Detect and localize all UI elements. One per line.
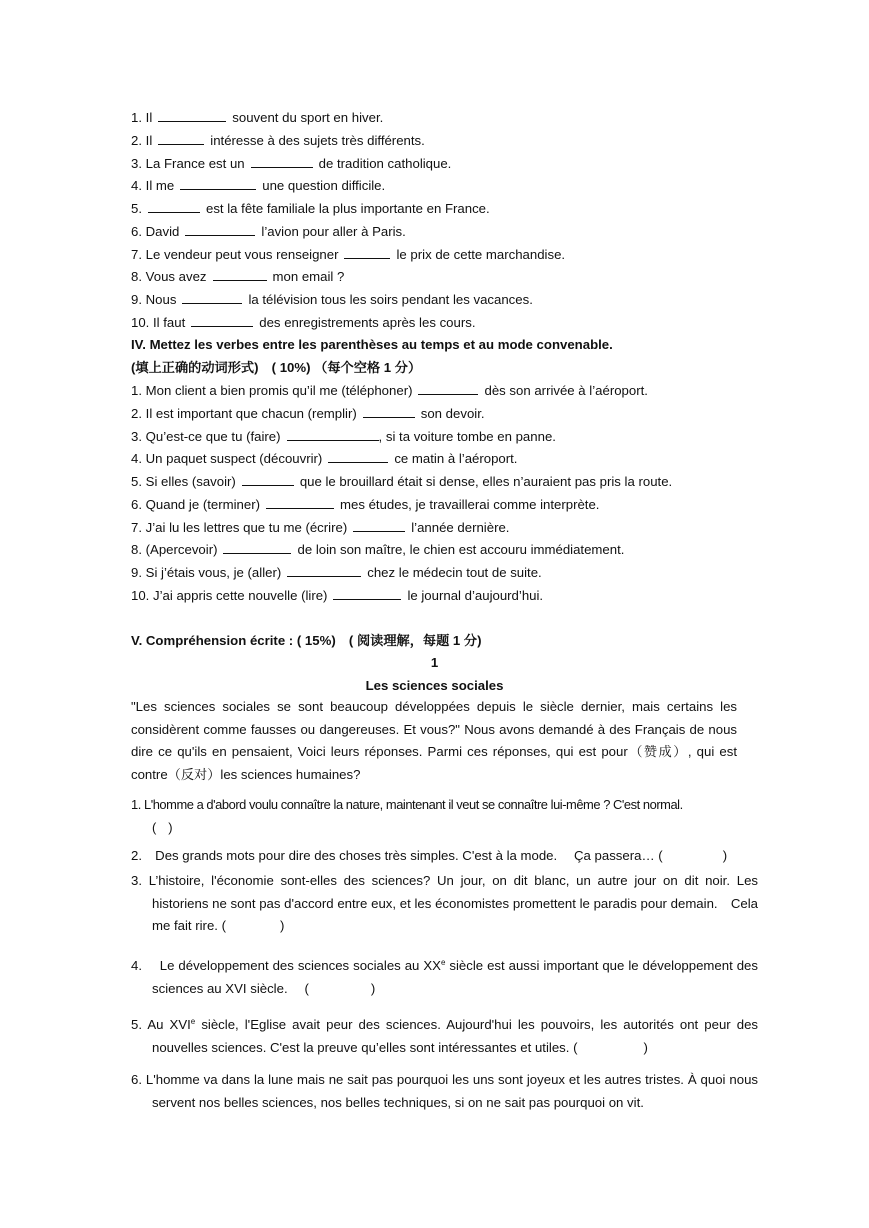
s3-item-10-after: des enregistrements après les cours.	[259, 315, 476, 330]
answer-blank[interactable]	[223, 542, 291, 554]
s4-item-7	[131, 520, 509, 534]
s3-item-8-after: mon email ?	[272, 269, 345, 284]
s3-item-1-before: 1. Il	[131, 110, 153, 125]
s4-item-10-before: 10. J’ai appris cette nouvelle (lire)	[131, 588, 328, 603]
section5-title: V. Compréhension écrite : ( 15%) ( 阅读理解，每题 1 分)	[131, 633, 482, 648]
question-4-text: siècle est aussi important que le développement des sciences au XVI siècle. (	[152, 958, 758, 996]
answer-blank[interactable]	[182, 292, 242, 304]
question-6-text: 6. L'homme va dans la lune mais ne sait pas pourquoi les uns sont joyeux et les autres tristes. À quoi nous servent nos belles sciences, nos belles techniques, si on ne sait pas pourquoi on vit.	[131, 1072, 758, 1110]
s3-item-3-after: de tradition catholique.	[318, 156, 452, 171]
intro-paragraph: "Les sciences sociales se sont beaucoup développées depuis le siècle dernier, mais certains les considèrent comme fausses ou dangereuses. Et vous?" Nous avons demandé à des Français de nous dire ce qu'ils en pensaient, Voici leurs réponses. Parmi ces réponses, qui est pour（赞成）, qui est contre（反对）les sciences humaines?	[131, 699, 737, 783]
s3-item-2-after: intéresse à des sujets très différents.	[210, 133, 425, 148]
s4-item-3	[131, 429, 556, 443]
question-1-answer[interactable]: ( )	[152, 819, 173, 835]
s3-item-6	[131, 224, 406, 238]
s3-item-4-after: une question difficile.	[262, 178, 386, 193]
question-3-close: )	[280, 918, 285, 934]
s3-item-9	[131, 292, 533, 306]
text-title: Les sciences sociales	[365, 678, 504, 693]
s3-item-5-before: 5.	[131, 201, 142, 216]
question-2-close: )	[722, 848, 728, 863]
answer-blank[interactable]	[213, 269, 267, 281]
answer-blank[interactable]	[344, 247, 390, 259]
s3-item-4-before: 4. Il me	[131, 178, 175, 193]
s3-item-5	[131, 201, 490, 215]
s3-item-2	[131, 133, 425, 147]
s4-item-3-after: , si ta voiture tombe en panne.	[378, 429, 556, 444]
answer-blank[interactable]	[328, 451, 388, 463]
answer-blank[interactable]	[418, 383, 478, 395]
answer-blank[interactable]	[158, 133, 204, 145]
s4-item-9	[131, 565, 542, 579]
s4-item-9-after: chez le médecin tout de suite.	[367, 565, 542, 580]
answer-blank[interactable]	[191, 315, 253, 327]
question-2-text: 2. Des grands mots pour dire des choses très simples. C'est à la mode. Ça passera… (	[131, 848, 663, 863]
s4-item-6-before: 6. Quand je (terminer)	[131, 497, 260, 512]
s4-item-10-after: le journal d’aujourd’hui.	[407, 588, 544, 603]
s4-item-6-after: mes études, je travaillerai comme interprète.	[340, 497, 600, 512]
answer-blank[interactable]	[251, 156, 313, 168]
s3-item-10-before: 10. Il faut	[131, 315, 186, 330]
s4-item-8-after: de loin son maître, le chien est accouru immédiatement.	[297, 542, 625, 557]
s4-item-5-before: 5. Si elles (savoir)	[131, 474, 236, 489]
s4-item-8	[131, 542, 624, 556]
s4-item-1-before: 1. Mon client a bien promis qu’il me (téléphoner)	[131, 383, 413, 398]
question-6	[131, 1069, 758, 1114]
question-3	[131, 870, 758, 938]
s4-item-9-before: 9. Si j’étais vous, je (aller)	[131, 565, 282, 580]
question-5-sup: e	[190, 1017, 196, 1026]
s4-item-5-after: que le brouillard était si dense, elles n’auraient pas pris la route.	[299, 474, 673, 489]
s3-item-9-before: 9. Nous	[131, 292, 177, 307]
s4-item-10	[131, 588, 543, 602]
question-3-text: 3. L’histoire, l'économie sont-elles des sciences? Un jour, on dit blanc, un autre jour on dit noir. Les historiens ne sont pas d'accord entre eux, et les économistes promettent le paradis pour demain. Cela me fait rire. (	[131, 873, 758, 934]
s3-item-8	[131, 269, 344, 283]
answer-blank[interactable]	[180, 178, 256, 190]
answer-blank[interactable]	[185, 224, 255, 236]
s3-item-1-after: souvent du sport en hiver.	[232, 110, 384, 125]
s3-item-4	[131, 178, 385, 192]
answer-blank[interactable]	[148, 201, 200, 213]
question-5-lead: 5. Au XVI	[131, 1017, 191, 1032]
answer-blank[interactable]	[158, 110, 226, 122]
answer-blank[interactable]	[242, 474, 294, 486]
s3-item-7-before: 7. Le vendeur peut vous renseigner	[131, 247, 339, 262]
question-5	[131, 1011, 758, 1059]
s3-item-6-before: 6. David	[131, 224, 180, 239]
question-2	[131, 849, 727, 862]
question-1	[131, 794, 758, 839]
answer-blank[interactable]	[363, 406, 415, 418]
answer-blank[interactable]	[287, 565, 361, 577]
answer-blank[interactable]	[266, 497, 334, 509]
s4-item-4-before: 4. Un paquet suspect (découvrir)	[131, 451, 323, 466]
section4-subtitle: (填上正确的动词形式) ( 10%) （每个空格 1 分）	[131, 360, 422, 375]
s4-item-2	[131, 406, 485, 420]
s4-item-1-after: dès son arrivée à l’aéroport.	[484, 383, 648, 398]
s4-item-5	[131, 474, 672, 488]
question-4-lead: 4. Le développement des sciences sociales au XX	[131, 958, 441, 973]
s4-item-8-before: 8. (Apercevoir)	[131, 542, 218, 557]
question-5-text: siècle, l'Eglise avait peur des sciences. Aujourd'hui les pouvoirs, les autorités ont peur des nouvelles sciences. C'est la preuve qu’elles sont intéressantes et utiles. (	[152, 1017, 759, 1055]
section4-title: IV. Mettez les verbes entre les parenthèses au temps et au mode convenable.	[131, 337, 613, 352]
question-4-close: )	[370, 980, 376, 996]
s3-item-7	[131, 247, 565, 261]
question-5-close: )	[643, 1039, 648, 1055]
s4-item-3-before: 3. Qu’est-ce que tu (faire)	[131, 429, 281, 444]
answer-blank[interactable]	[333, 588, 401, 600]
answer-blank[interactable]	[287, 429, 379, 441]
s4-item-1	[131, 383, 648, 397]
s4-item-7-after: l’année dernière.	[411, 520, 510, 535]
answer-blank[interactable]	[353, 520, 405, 532]
s3-item-1	[131, 110, 383, 124]
s3-item-3	[131, 156, 451, 170]
s3-item-10	[131, 315, 476, 329]
s4-item-2-before: 2. Il est important que chacun (remplir)	[131, 406, 357, 421]
s3-item-6-after: l’avion pour aller à Paris.	[261, 224, 406, 239]
question-4-sup: e	[440, 958, 446, 967]
s4-item-2-after: son devoir.	[420, 406, 485, 421]
s3-item-2-before: 2. Il	[131, 133, 153, 148]
s3-item-3-before: 3. La France est un	[131, 156, 245, 171]
s4-item-7-before: 7. J’ai lu les lettres que tu me (écrire)	[131, 520, 348, 535]
s4-item-4	[131, 451, 517, 465]
s3-item-8-before: 8. Vous avez	[131, 269, 207, 284]
question-4	[131, 952, 758, 1000]
s3-item-9-after: la télévision tous les soirs pendant les vacances.	[248, 292, 533, 307]
s4-item-4-after: ce matin à l’aéroport.	[394, 451, 518, 466]
s4-item-6	[131, 497, 599, 511]
question-1-text: 1. L'homme a d'abord voulu connaître la nature, maintenant il veut se connaître lui-même ? C'est normal.	[131, 797, 683, 812]
s3-item-7-after: le prix de cette marchandise.	[396, 247, 566, 262]
text-number: 1	[430, 655, 439, 670]
s3-item-5-after: est la fête familiale la plus importante en France.	[206, 201, 490, 216]
